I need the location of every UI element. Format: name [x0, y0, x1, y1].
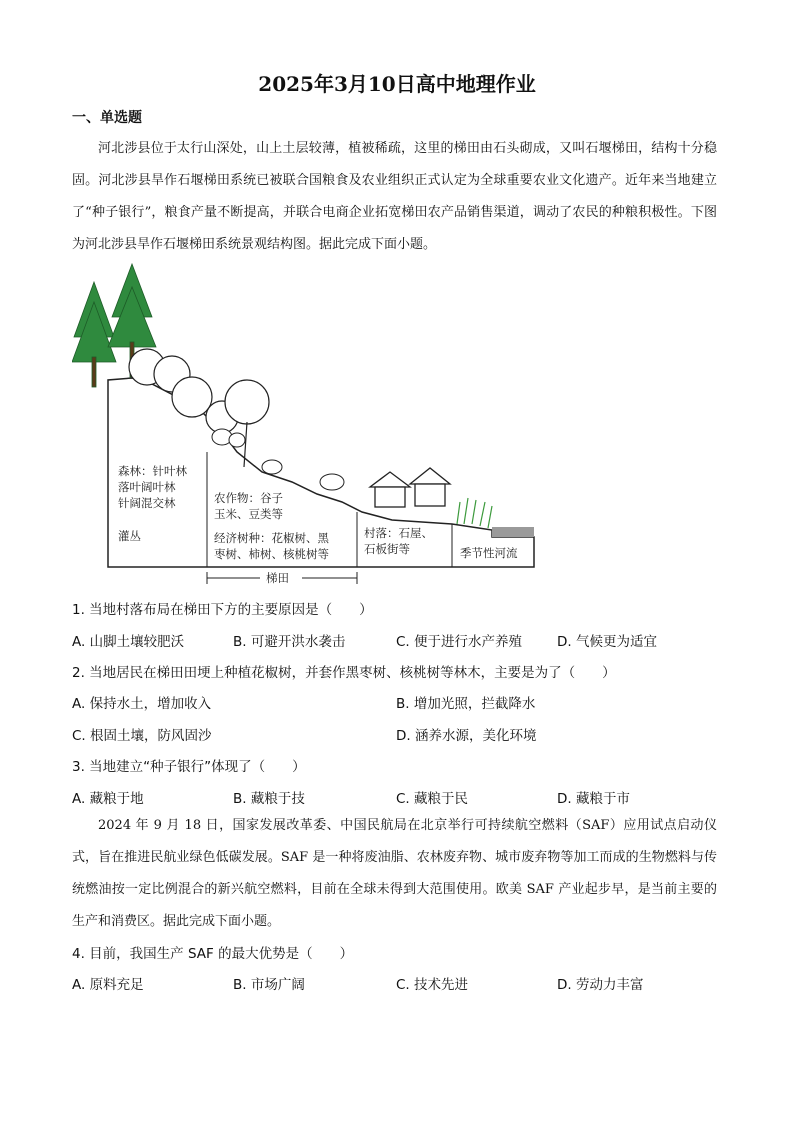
- question-1-stem: 1. 当地村落布局在梯田下方的主要原因是（ ）: [72, 602, 373, 618]
- forest-label-3: 针阔混交林: [118, 496, 176, 510]
- q1-option-b: B. 可避开洪水袭击: [233, 634, 346, 650]
- crop-label-2: 玉米、豆类等: [214, 507, 283, 521]
- passage-2: 2024 年 9 月 18 日，国家发展改革委、中国民航局在北京举行可持续航空燃料（SAF）应用试点启动仪式，旨在推进民航业绿色低碳发展。SAF 是一种将废油脂、农林废弃物、城市废弃物等加工而成的生物燃料与传统燃油按一定比例混合的新兴航空燃料，目前在全球未得到大范围使用。欧美 SAF 产业起步早，是当前主要的生产和消费区。据此完成下面小题。: [72, 818, 717, 929]
- crop-label-1: 农作物：谷子: [214, 491, 283, 505]
- q3-option-d: D. 藏粮于市: [557, 791, 630, 807]
- page-title: 2025年3月10日高中地理作业: [258, 72, 536, 96]
- q1-option-a: A. 山脚土壤较肥沃: [72, 634, 185, 650]
- house-icon: [370, 468, 450, 507]
- village-label-2: 石板街等: [364, 542, 410, 556]
- question-4-stem: 4. 目前，我国生产 SAF 的最大优势是（ ）: [72, 946, 354, 962]
- q1-option-c: C. 便于进行水产养殖: [396, 634, 523, 650]
- q3-option-b: B. 藏粮于技: [233, 791, 305, 807]
- terrace-label: 梯田: [266, 571, 289, 585]
- q4-option-c: C. 技术先进: [396, 977, 469, 993]
- q2-option-a: A. 保持水土，增加收入: [72, 696, 212, 712]
- passage-1: 河北涉县位于太行山深处，山上土层较薄，植被稀疏，这里的梯田由石头砌成，又叫石堰梯田，结构十分稳固。河北涉县旱作石堰梯田系统已被联合国粮食及农业组织正式认定为全球重要农业文化遗产。近年来当地建立了“种子银行”，粮食产量不断提高，并联合电商企业拓宽梯田农产品销售渠道，调动了农民的种粮积极性。下图为河北涉县旱作石堰梯田系统景观结构图。据此完成下面小题。: [72, 141, 717, 252]
- q2-option-d: D. 涵养水源，美化环境: [396, 728, 537, 744]
- q4-option-a: A. 原料充足: [72, 977, 144, 993]
- q4-option-d: D. 劳动力丰富: [557, 977, 644, 993]
- q3-option-a: A. 藏粮于地: [72, 791, 144, 807]
- econ-label-2: 枣树、柿树、核桃树等: [214, 547, 329, 561]
- q3-option-c: C. 藏粮于民: [396, 791, 469, 807]
- q2-option-c: C. 根固土壤，防风固沙: [72, 728, 212, 744]
- shrub-label: 灌丛: [118, 529, 141, 543]
- section-heading: 一、单选题: [72, 110, 142, 126]
- q4-option-b: B. 市场广阔: [233, 977, 305, 993]
- q2-option-b: B. 增加光照，拦截降水: [396, 696, 536, 712]
- river-channel: [492, 527, 534, 537]
- question-2-stem: 2. 当地居民在梯田田埂上种植花椒树，并套作黑枣树、核桃树等林木，主要是为了（ ）: [72, 665, 616, 681]
- question-3-stem: 3. 当地建立“种子银行”体现了（ ）: [72, 759, 306, 775]
- forest-label-2: 落叶阔叶林: [118, 480, 176, 494]
- village-label-1: 村落：石屋、: [364, 526, 433, 540]
- terrace-landscape-diagram: [72, 262, 542, 592]
- river-label: 季节性河流: [460, 546, 518, 560]
- q1-option-d: D. 气候更为适宜: [557, 634, 657, 650]
- forest-label-1: 森林：针叶林: [118, 464, 187, 478]
- grass-icon: [457, 498, 492, 528]
- econ-label-1: 经济树种：花椒树、黑: [214, 531, 329, 545]
